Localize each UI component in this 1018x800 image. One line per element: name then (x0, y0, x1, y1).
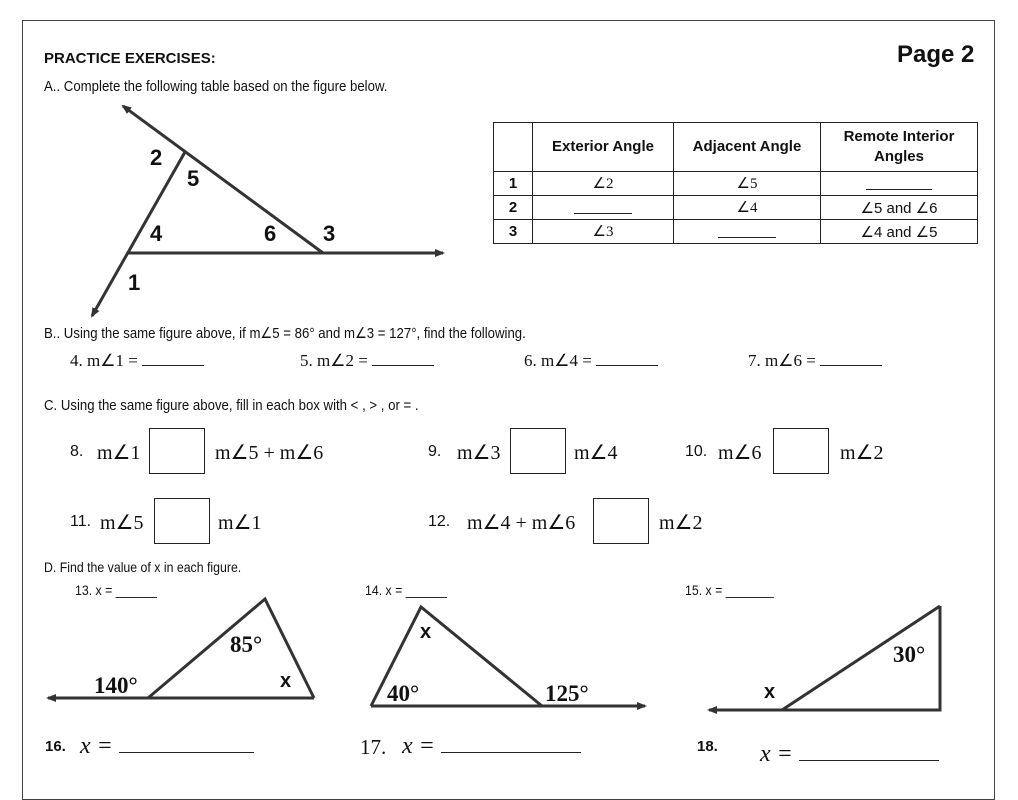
answer-17-number: 17. (360, 735, 387, 759)
worksheet-title: PRACTICE EXERCISES: (44, 50, 216, 67)
angle-label-1: 1 (128, 270, 141, 295)
q11-right: m∠1 (218, 512, 262, 534)
q10-right: m∠2 (840, 442, 884, 464)
q9-right: m∠4 (574, 442, 618, 464)
question-14-label: 14. x = ______ (365, 582, 447, 598)
q8-left: m∠1 (97, 442, 141, 464)
cell-adjacent: ∠4 (674, 196, 821, 220)
answer-17-expr[interactable]: x = (402, 732, 581, 760)
question-13-label: 13. x = ______ (75, 582, 157, 598)
cell-remote: ∠5 and ∠6 (821, 196, 978, 220)
answer-18-expr[interactable]: x = (760, 740, 939, 768)
part-c-instruction: C. Using the same figure above, fill in each box with < , > , or = . (44, 397, 419, 414)
q10-answer-box[interactable] (773, 428, 829, 474)
q11-number: 11. (70, 513, 92, 530)
question-6: 6. m∠4 = (524, 349, 658, 371)
fig14-x: x (420, 621, 432, 643)
angle-label-6: 6 (264, 221, 277, 246)
cell-remote-blank[interactable] (821, 172, 978, 196)
table-row (494, 172, 978, 196)
q11-left: m∠5 (100, 512, 144, 534)
fig15-angle-30: 30° (893, 642, 926, 667)
table-header-blank (494, 123, 533, 172)
q9-answer-box[interactable] (510, 428, 566, 474)
fig13-angle-140: 140° (94, 673, 138, 698)
question-5: 5. m∠2 = (300, 349, 434, 371)
fig13-angle-85: 85° (230, 632, 263, 657)
q9-number: 9. (428, 443, 442, 460)
row-number: 2 (494, 196, 533, 220)
q9-left: m∠3 (457, 442, 501, 464)
part-b-instruction: B.. Using the same figure above, if m∠5 = 86° and m∠3 = 127°, find the following. (44, 325, 526, 342)
cell-adjacent-blank[interactable] (674, 220, 821, 244)
table-header-adjacent: Adjacent Angle (674, 123, 821, 172)
table-row (494, 220, 978, 244)
answer-16-expr[interactable]: x = (80, 732, 254, 760)
question-4: 4. m∠1 = (70, 349, 204, 371)
q12-answer-box[interactable] (593, 498, 649, 544)
table-header-exterior: Exterior Angle (533, 123, 674, 172)
page-number: Page 2 (897, 41, 975, 68)
row-number: 3 (494, 220, 533, 244)
angle-label-2: 2 (150, 145, 163, 170)
part-a-instruction: A.. Complete the following table based on the figure below. (44, 78, 388, 95)
q11-answer-box[interactable] (154, 498, 210, 544)
cell-exterior-blank[interactable] (533, 196, 674, 220)
row-number: 1 (494, 172, 533, 196)
angle-label-3: 3 (323, 221, 336, 246)
fig14-angle-40: 40° (387, 681, 420, 706)
angle-label-4: 4 (150, 221, 163, 246)
fig13-x: x (280, 670, 292, 692)
table-header-remote: Remote Interior Angles (821, 123, 978, 172)
angles-table (493, 122, 978, 244)
cell-adjacent: ∠5 (674, 172, 821, 196)
fig14-angle-125: 125° (545, 681, 589, 706)
cell-exterior: ∠3 (533, 220, 674, 244)
q12-left: m∠4 + m∠6 (467, 512, 576, 534)
q10-left: m∠6 (718, 442, 762, 464)
question-7: 7. m∠6 = (748, 349, 882, 371)
answer-16-number: 16. (45, 738, 66, 755)
table-row (494, 196, 978, 220)
part-d-instruction: D. Find the value of x in each figure. (44, 559, 242, 575)
q10-number: 10. (685, 443, 708, 460)
cell-remote: ∠4 and ∠5 (821, 220, 978, 244)
figure-13 (48, 599, 314, 698)
q8-right: m∠5 + m∠6 (215, 442, 324, 464)
q12-right: m∠2 (659, 512, 703, 534)
answer-18-number: 18. (697, 738, 718, 755)
cell-exterior: ∠2 (533, 172, 674, 196)
q12-number: 12. (428, 513, 451, 530)
question-15-label: 15. x = _______ (685, 582, 774, 598)
fig15-x: x (764, 681, 776, 703)
q8-number: 8. (70, 443, 84, 460)
q8-answer-box[interactable] (149, 428, 205, 474)
angle-label-5: 5 (187, 166, 200, 191)
